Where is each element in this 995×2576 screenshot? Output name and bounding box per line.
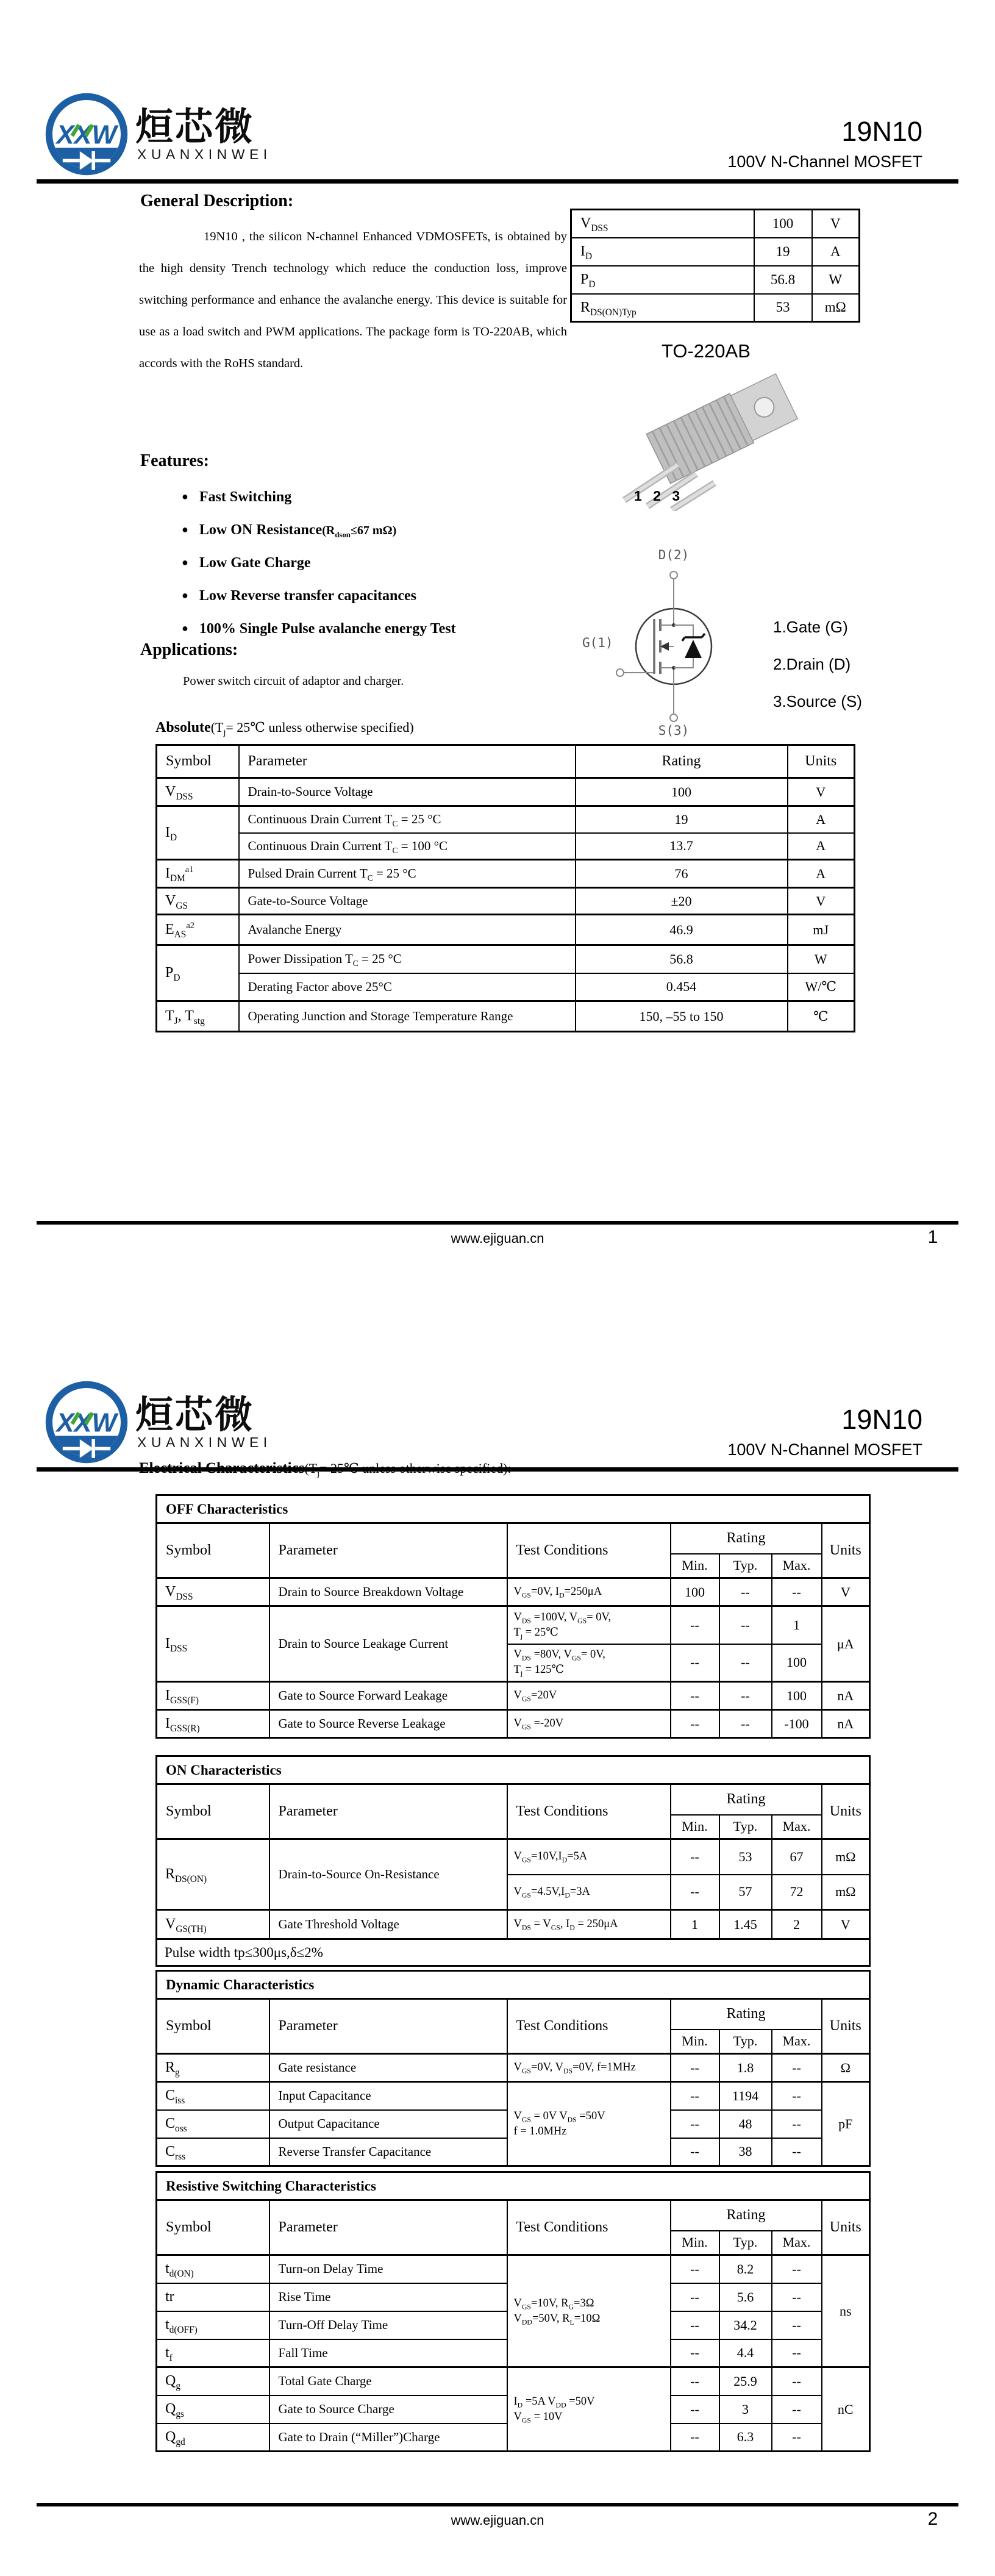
section-title: OFF Characteristics [157, 1495, 870, 1523]
table-row [571, 266, 860, 294]
col-test-conditions: Test Conditions [507, 2200, 671, 2255]
rating-cell: ±20 [576, 888, 788, 915]
section-title-row [157, 1756, 870, 1784]
col-typ: Typ. [719, 2231, 772, 2255]
rating-cell: 0.454 [576, 973, 788, 1001]
table-row [157, 1606, 870, 1644]
off-characteristics-table [155, 1494, 871, 1739]
min-cell: -- [671, 2082, 719, 2110]
col-max: Max. [772, 2030, 822, 2054]
parameter-cell: Drain-to-Source Voltage [239, 778, 576, 806]
typ-cell: -- [719, 1644, 772, 1682]
on-characteristics-table [155, 1755, 871, 1967]
table-row [157, 806, 855, 833]
table-row [571, 294, 860, 322]
max-cell: -- [772, 2339, 822, 2367]
svg-text:XXW: XXW [56, 120, 117, 150]
pin-name: 3.Source (S) [773, 692, 862, 710]
rating-cell: 19 [576, 806, 788, 833]
parameter-cell: Fall Time [269, 2339, 507, 2367]
min-cell: 100 [671, 1578, 719, 1606]
col-test-conditions: Test Conditions [507, 1999, 671, 2054]
company-logo-icon [44, 91, 129, 177]
part-number: 19N10 [841, 1404, 922, 1435]
key-ratings-table [570, 209, 860, 323]
parameter-cell: Gate to Drain (“Miller”)Charge [269, 2424, 507, 2452]
header-row [157, 745, 855, 778]
package-pin-numbers: 1 2 3 [634, 488, 684, 504]
applications-title: Applications: [140, 640, 238, 659]
typ-cell: 5.6 [719, 2283, 772, 2311]
unit-cell: V [812, 210, 860, 238]
symbol-cell: $Q_g$ [157, 2367, 269, 2395]
absolute-maximum-ratings-table [155, 744, 855, 1032]
max-cell: 100 [772, 1682, 822, 1710]
parameter-cell: Drain to Source Leakage Current [269, 1606, 507, 1682]
table-row [157, 888, 855, 915]
brand-english-name: XUANXINWEI [137, 1434, 272, 1450]
header-row [157, 2200, 870, 2231]
col-typ: Typ. [719, 1815, 772, 1839]
typ-cell: 1194 [719, 2082, 772, 2110]
max-cell: -- [772, 1578, 822, 1606]
feature-item: ● 100% Single Pulse avalanche energy Test [182, 612, 578, 645]
max-cell: -- [772, 2283, 822, 2311]
min-cell: -- [671, 1839, 719, 1875]
svg-text:XXW: XXW [56, 1408, 117, 1438]
unit-cell: mJ [788, 915, 855, 945]
max-cell: -- [772, 2082, 822, 2110]
table-row [157, 1578, 870, 1606]
table-note-row [157, 1939, 870, 1966]
unit-cell: V [822, 1910, 870, 1939]
part-number: 19N10 [841, 116, 922, 147]
test-conditions-cell: $V_{GS}=20V$ [507, 1682, 671, 1710]
parameter-cell: Gate to Source Reverse Leakage [269, 1710, 507, 1738]
symbol-cell: $R_g$ [157, 2054, 269, 2082]
typ-cell: 25.9 [719, 2367, 772, 2395]
brand-chinese-name: 烜芯微 [135, 106, 255, 148]
symbol-cell: $C_{rss}$ [157, 2138, 269, 2166]
section-title-row [157, 1495, 870, 1523]
gate-terminal-label: G(1) [582, 635, 613, 650]
col-min: Min. [671, 2231, 719, 2255]
col-test-conditions: Test Conditions [507, 1523, 671, 1578]
min-cell: -- [671, 1875, 719, 1910]
unit-cell: mΩ [812, 294, 860, 322]
parameter-cell: Derating Factor above 25°C [239, 973, 576, 1001]
section-title-row [157, 2172, 870, 2200]
parameter-cell: Reverse Transfer Capacitance [269, 2138, 507, 2166]
symbol-cell: $I_{DM}^{a1}$ [157, 860, 239, 888]
section-title: Resistive Switching Characteristics [157, 2172, 870, 2200]
section-title: ON Characteristics [157, 1756, 870, 1784]
symbol-cell: $V_{GS(TH)}$ [157, 1910, 269, 1939]
table-row [157, 860, 855, 888]
max-cell: -- [772, 2395, 822, 2424]
min-cell: -- [671, 2424, 719, 2452]
parameter-cell: Turn-Off Delay Time [269, 2311, 507, 2339]
header-row [157, 1784, 870, 1815]
unit-cell: V [788, 778, 855, 806]
dynamic-characteristics-table [155, 1970, 871, 2167]
min-cell: -- [671, 2255, 719, 2283]
typ-cell: 1.8 [719, 2054, 772, 2082]
table-row [157, 1710, 870, 1738]
symbol-cell: $t_{d(ON)}$ [157, 2255, 269, 2283]
symbol-cell: $Q_{gd}$ [157, 2424, 269, 2452]
symbol-cell: $E_{AS}^{a2}$ [157, 915, 239, 945]
table-row [571, 238, 860, 266]
resistive-switching-table [155, 2171, 871, 2452]
max-cell: 72 [772, 1875, 822, 1910]
unit-cell: A [788, 833, 855, 860]
symbol-cell: $Q_{gs}$ [157, 2395, 269, 2424]
table-row [157, 1682, 870, 1710]
col-rating: Rating [671, 1999, 822, 2030]
rating-cell: 76 [576, 860, 788, 888]
unit-cell: V [788, 888, 855, 915]
header-rule [37, 179, 958, 184]
unit-cell: mΩ [822, 1875, 870, 1910]
min-cell: -- [671, 2138, 719, 2166]
features-list [182, 481, 578, 645]
col-units: Units [788, 745, 855, 778]
parameter-cell: Output Capacitance [269, 2110, 507, 2138]
page-2 [0, 1288, 995, 2576]
parameter-cell: Gate-to-Source Voltage [239, 888, 576, 915]
unit-cell: Ω [822, 2054, 870, 2082]
min-cell: -- [671, 1606, 719, 1644]
symbol-cell: $C_{oss}$ [157, 2110, 269, 2138]
table-row [157, 945, 855, 973]
col-parameter: Parameter [239, 745, 576, 778]
max-cell: 67 [772, 1839, 822, 1875]
max-cell: -- [772, 2311, 822, 2339]
symbol-cell: $P_D$ [157, 945, 239, 1001]
value-cell: 100 [754, 210, 812, 238]
company-logo-icon [44, 1379, 129, 1465]
col-max: Max. [772, 1554, 822, 1578]
parameter-cell: Drain-to-Source On-Resistance [269, 1839, 507, 1910]
col-parameter: Parameter [269, 1784, 507, 1839]
absolute-ratings-heading: $Absolute(T_j=$ 25℃ unless otherwise specified) [155, 720, 414, 738]
symbol-cell: $I_{GSS(R)}$ [157, 1710, 269, 1738]
symbol-cell: $V_{GS}$ [157, 888, 239, 915]
feature-item: ● Low Reverse transfer capacitances [182, 579, 578, 612]
typ-cell: 1.45 [719, 1910, 772, 1939]
max-cell: -100 [772, 1710, 822, 1738]
col-parameter: Parameter [269, 1523, 507, 1578]
min-cell: -- [671, 2283, 719, 2311]
unit-cell: pF [822, 2082, 870, 2166]
col-typ: Typ. [719, 2030, 772, 2054]
typ-cell: -- [719, 1710, 772, 1738]
max-cell: -- [772, 2424, 822, 2452]
min-cell: -- [671, 2110, 719, 2138]
symbol-cell: $I_{DSS}$ [157, 1606, 269, 1682]
max-cell: -- [772, 2110, 822, 2138]
parameter-cell: Continuous Drain Current $T_C = 100$ °C [239, 833, 576, 860]
symbol-cell: $t_{d(OFF)}$ [157, 2311, 269, 2339]
symbol-cell: $V_{DSS}$ [157, 778, 239, 806]
typ-cell: 34.2 [719, 2311, 772, 2339]
unit-cell: nC [822, 2367, 870, 2452]
max-cell: -- [772, 2367, 822, 2395]
col-symbol: Symbol [157, 1523, 269, 1578]
parameter-cell: Gate resistance [269, 2054, 507, 2082]
mosfet-symbol-diagram [607, 564, 741, 729]
rating-cell: 100 [576, 778, 788, 806]
unit-cell: V [822, 1578, 870, 1606]
value-cell: 53 [754, 294, 812, 322]
test-conditions-cell: $V_{GS} =-20V$ [507, 1710, 671, 1738]
col-rating: Rating [576, 745, 788, 778]
unit-cell: ns [822, 2255, 870, 2367]
table-row [157, 833, 855, 860]
rating-cell: 13.7 [576, 833, 788, 860]
test-conditions-cell: $V_{DS} =80V$, $V_{GS}= 0V$, $T_j$ = 125℃ [507, 1644, 671, 1682]
value-cell: 19 [754, 238, 812, 266]
symbol-cell: $R_{DS(ON)}$ [157, 1839, 269, 1910]
parameter-cell: Input Capacitance [269, 2082, 507, 2110]
max-cell: -- [772, 2255, 822, 2283]
general-description-text: 19N10 , the silicon N-channel Enhanced VDMOSFETs, is obtained by the high density Trench technology which reduce the conduction loss, improve switching performance and enhance the avalanche energy. This device is suitable for use as a load switch and PWM applications. The package form is TO-220AB, which accords with the RoHS standard. [139, 230, 567, 370]
table-row [157, 973, 855, 1001]
unit-cell: mΩ [822, 1839, 870, 1875]
features-title: Features: [140, 451, 209, 470]
symbol-cell: $R_{DS(ON)Typ}$ [571, 294, 754, 322]
rating-cell: 56.8 [576, 945, 788, 973]
feature-item: ● Low Gate Charge [182, 546, 578, 579]
general-description-title: General Description: [140, 191, 294, 210]
col-units: Units [822, 1999, 870, 2054]
typ-cell: 4.4 [719, 2339, 772, 2367]
parameter-cell: Pulsed Drain Current $T_C = 25$ °C [239, 860, 576, 888]
parameter-cell: Rise Time [269, 2283, 507, 2311]
min-cell: 1 [671, 1910, 719, 1939]
typ-cell: 57 [719, 1875, 772, 1910]
typ-cell: 48 [719, 2110, 772, 2138]
typ-cell: 8.2 [719, 2255, 772, 2283]
test-conditions-cell: $V_{GS}=4.5V,I_D=3A$ [507, 1875, 671, 1910]
parameter-cell: Operating Junction and Storage Temperature Range [239, 1001, 576, 1032]
rating-cell: 46.9 [576, 915, 788, 945]
symbol-cell: $P_D$ [571, 266, 754, 294]
footer-rule [37, 1221, 958, 1225]
typ-cell: 38 [719, 2138, 772, 2166]
col-min: Min. [671, 1554, 719, 1578]
max-cell: 1 [772, 1606, 822, 1644]
test-conditions-cell: $V_{DS} = V_{GS}$, $I_D = 250\mu A$ [507, 1910, 671, 1939]
footer-website: www.ejiguan.cn [451, 2513, 544, 2528]
test-conditions-cell: $I_D =5A$ $V_{DD} =50V$ $V_{GS} = 10V$ [507, 2367, 671, 2452]
section-title: Dynamic Characteristics [157, 1971, 870, 1999]
part-subtitle: 100V N-Channel MOSFET [727, 1440, 922, 1459]
symbol-cell: $I_D$ [571, 238, 754, 266]
table-row [157, 2054, 870, 2082]
col-rating: Rating [671, 2200, 822, 2231]
header-row [157, 1999, 870, 2030]
col-units: Units [822, 2200, 870, 2255]
max-cell: -- [772, 2054, 822, 2082]
part-subtitle: 100V N-Channel MOSFET [727, 152, 922, 171]
test-conditions-cell: $V_{GS}=0V$, $V_{DS}=0V$, f=1MHz [507, 2054, 671, 2082]
max-cell: -- [772, 2138, 822, 2166]
typ-cell: -- [719, 1606, 772, 1644]
table-row [157, 1910, 870, 1939]
unit-cell: A [788, 860, 855, 888]
symbol-cell: $t_f$ [157, 2339, 269, 2367]
parameter-cell: Gate Threshold Voltage [269, 1910, 507, 1939]
parameter-cell: Avalanche Energy [239, 915, 576, 945]
col-units: Units [822, 1784, 870, 1839]
col-max: Max. [772, 1815, 822, 1839]
unit-cell: nA [822, 1710, 870, 1738]
typ-cell: -- [719, 1682, 772, 1710]
symbol-cell: $T_J$, $T_{stg}$ [157, 1001, 239, 1032]
max-cell: 100 [772, 1644, 822, 1682]
pin-name-list [773, 609, 862, 720]
parameter-cell: Gate to Source Charge [269, 2395, 507, 2424]
page-number: 2 [927, 2509, 938, 2529]
section-title-row [157, 1971, 870, 1999]
feature-item: ● Low ON $Resistance(R_{dson}\le 67$ mΩ) [182, 513, 578, 546]
col-min: Min. [671, 2030, 719, 2054]
electrical-characteristics-heading: Electrical $Characteristics(T_j=$ 25℃ unless otherwise specified): [139, 1460, 512, 1479]
table-row [157, 778, 855, 806]
symbol-cell: $C_{iss}$ [157, 2082, 269, 2110]
test-conditions-cell: $V_{GS}=10V$, $R_G=3\Omega$ $V_{DD}=50V$, $R_L=10\Omega$ [507, 2255, 671, 2367]
col-units: Units [822, 1523, 870, 1578]
col-symbol: Symbol [157, 1784, 269, 1839]
header-row [157, 1523, 870, 1554]
page-number: 1 [927, 1227, 938, 1247]
col-rating: Rating [671, 1784, 822, 1815]
test-conditions-cell: $V_{GS} = 0V$ $V_{DS} =50V$ f = 1.0MHz [507, 2082, 671, 2166]
min-cell: -- [671, 2367, 719, 2395]
table-row [157, 1001, 855, 1032]
table-row [157, 2255, 870, 2283]
table-row [157, 2367, 870, 2395]
typ-cell: -- [719, 1578, 772, 1606]
unit-cell: W/℃ [788, 973, 855, 1001]
footer-website: www.ejiguan.cn [451, 1231, 544, 1246]
symbol-cell: tr [157, 2283, 269, 2311]
min-cell: -- [671, 1710, 719, 1738]
min-cell: -- [671, 1682, 719, 1710]
min-cell: -- [671, 2395, 719, 2424]
symbol-cell: $I_{GSS(F)}$ [157, 1682, 269, 1710]
symbol-cell: $V_{DSS}$ [157, 1578, 269, 1606]
parameter-cell: Turn-on Delay Time [269, 2255, 507, 2283]
unit-cell: A [812, 238, 860, 266]
col-min: Min. [671, 1815, 719, 1839]
typ-cell: 6.3 [719, 2424, 772, 2452]
brand-chinese-name: 烜芯微 [135, 1394, 255, 1436]
table-row [157, 2082, 870, 2110]
min-cell: -- [671, 2054, 719, 2082]
table-row [157, 1839, 870, 1875]
pin-name: 1.Gate (G) [773, 618, 848, 636]
parameter-cell: Gate to Source Forward Leakage [269, 1682, 507, 1710]
brand-english-name: XUANXINWEI [137, 146, 272, 162]
symbol-cell: $V_{DSS}$ [571, 210, 754, 238]
package-name: TO-220AB [662, 340, 751, 362]
max-cell: 2 [772, 1910, 822, 1939]
col-typ: Typ. [719, 1554, 772, 1578]
rating-cell: 150, –55 to 150 [576, 1001, 788, 1032]
pin-name: 2.Drain (D) [773, 655, 851, 673]
min-cell: -- [671, 2311, 719, 2339]
feature-item: ● Fast Switching [182, 481, 578, 513]
table-row [157, 915, 855, 945]
col-parameter: Parameter [269, 1999, 507, 2054]
unit-cell: W [812, 266, 860, 294]
unit-cell: nA [822, 1682, 870, 1710]
parameter-cell: Drain to Source Breakdown Voltage [269, 1578, 507, 1606]
col-max: Max. [772, 2231, 822, 2255]
pulse-width-note: Pulse width tp≤300μs,δ≤2% [157, 1939, 870, 1966]
drain-terminal-label: D(2) [658, 548, 690, 562]
col-symbol: Symbol [157, 2200, 269, 2255]
parameter-cell: Power Dissipation $T_C = 25$ °C [239, 945, 576, 973]
col-parameter: Parameter [269, 2200, 507, 2255]
test-conditions-cell: $V_{DS} =100V$, $V_{GS}= 0V$, $T_j$ = 25℃ [507, 1606, 671, 1644]
unit-cell: W [788, 945, 855, 973]
min-cell: -- [671, 2339, 719, 2367]
applications-text: Power switch circuit of adaptor and charger. [183, 674, 404, 688]
col-test-conditions: Test Conditions [507, 1784, 671, 1839]
value-cell: 56.8 [754, 266, 812, 294]
col-rating: Rating [671, 1523, 822, 1554]
test-conditions-cell: $V_{GS}=10V,I_D=5A$ [507, 1839, 671, 1875]
parameter-cell: Continuous Drain Current $T_C = 25$ °C [239, 806, 576, 833]
col-symbol: Symbol [157, 1999, 269, 2054]
typ-cell: 53 [719, 1839, 772, 1875]
table-row [571, 210, 860, 238]
unit-cell: ℃ [788, 1001, 855, 1032]
min-cell: -- [671, 1644, 719, 1682]
symbol-cell: $I_D$ [157, 806, 239, 860]
typ-cell: 3 [719, 2395, 772, 2424]
footer-rule [37, 2503, 958, 2506]
parameter-cell: Total Gate Charge [269, 2367, 507, 2395]
unit-cell: A [788, 806, 855, 833]
source-terminal-label: S(3) [658, 723, 690, 738]
unit-cell: μA [822, 1606, 870, 1682]
col-symbol: Symbol [157, 745, 239, 778]
test-conditions-cell: $V_{GS}=0V$, $I_D=250\mu A$ [507, 1578, 671, 1606]
